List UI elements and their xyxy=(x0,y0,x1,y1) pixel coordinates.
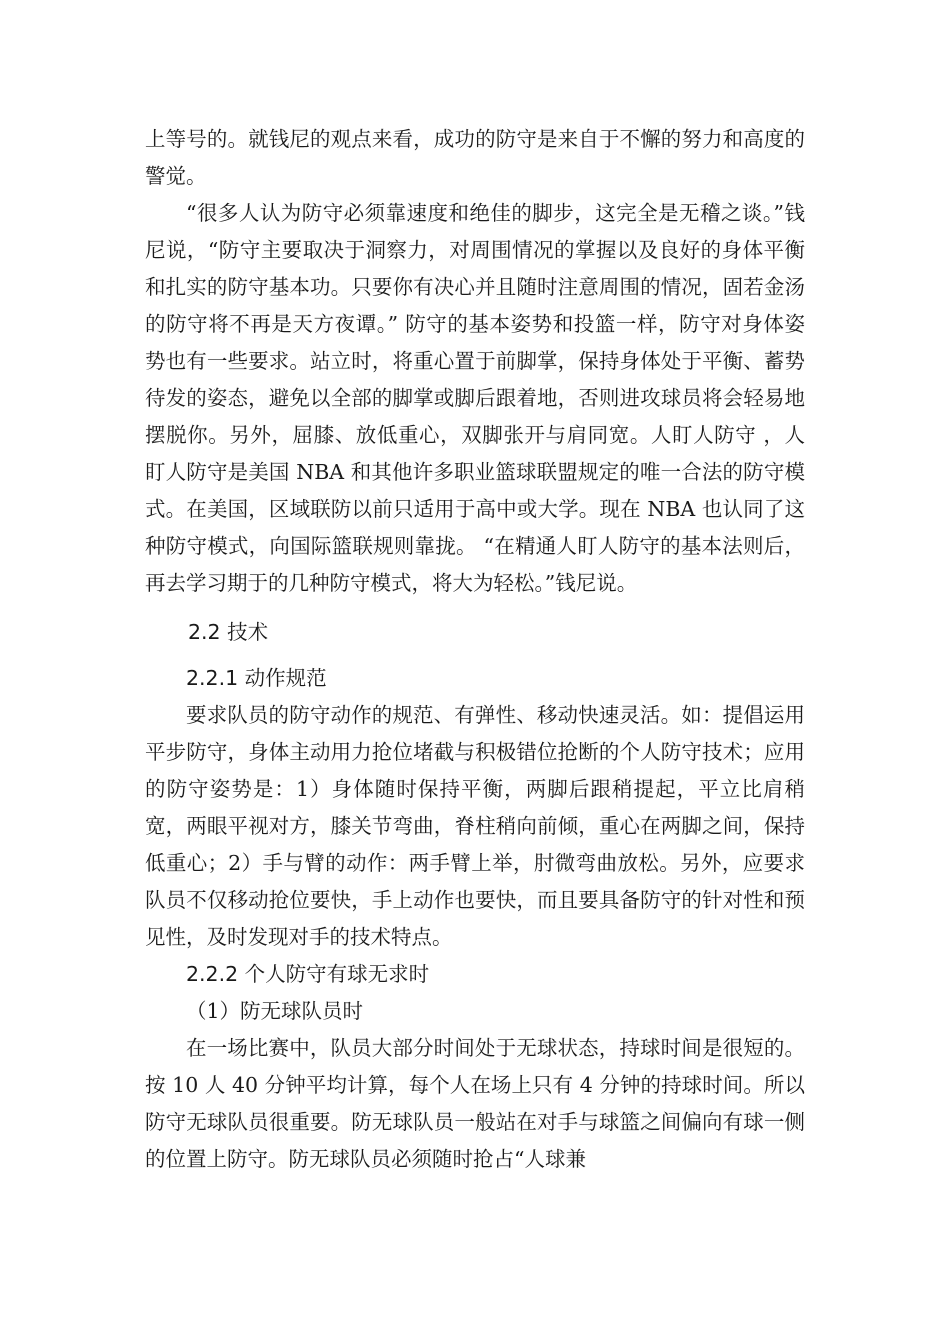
document-body xyxy=(145,121,805,1178)
paragraph-action-standards: 要求队员的防守动作的规范、有弹性、移动快速灵活。如：提倡运用平步防守，身体主动用力抢位堵截与积极错位抢断的个人防守技术；应用的防守姿势是：1）身体随时保持平衡，两脚后跟稍提起，平立比肩稍宽，两眼平视对方，膝关节弯曲，脊柱稍向前倾，重心在两脚之间，保持低重心；2）手与臂的动作：两手臂上举，肘微弯曲放松。另外，应要求队员不仅移动抢位要快，手上动作也要快，而且要具备防守的针对性和预见性，及时发现对手的技术特点。 xyxy=(145,703,805,949)
section-heading-2-2-2: 2.2.2 个人防守有球无求时 xyxy=(186,962,430,986)
paragraph-quote: “很多人认为防守必须靠速度和绝佳的脚步，这完全是无稽之谈。”钱尼说，“防守主要取决于洞察力，对周围情况的掌握以及良好的身体平衡和扎实的防守基本功。只要你有决心并且随时注意周围的情况，固若金汤的防守将不再是天方夜谭。” 防守的基本姿势和投篮一样，防守对身体姿势也有一些要求。站立时，将重心置于前脚掌，保持身体处于平衡、蓄势待发的姿态，避免以全部的脚掌或脚后跟着地，否则进攻球员将会轻易地摆脱你。另外，屈膝、放低重心，双脚张开与肩同宽。人盯人防守 ，人盯人防守是美国 NBA 和其他许多职业篮球联盟规定的唯一合法的防守模式。在美国，区域联防以前只适用于高中或大学。现在 NBA 也认同了这种防守模式，向国际篮联规则靠拢。 “在精通人盯人防守的基本法则后，再去学习期于的几种防守模式，将大为轻松。”钱尼说。 xyxy=(145,201,805,595)
paragraph-no-ball: 在一场比赛中，队员大部分时间处于无球状态，持球时间是很短的。按 10 人 40 分钟平均计算，每个人在场上只有 4 分钟的持球时间。所以防守无球队员很重要。防无球队员一般站在对手与球篮之间偏向有球一侧的位置上防守。防无球队员必须随时抢占“人球兼 xyxy=(145,1036,805,1171)
section-heading-2-2-1: 2.2.1 动作规范 xyxy=(186,666,327,690)
subheading-1: （1）防无球队员时 xyxy=(186,999,364,1023)
section-heading-2-2: 2.2 技术 xyxy=(188,620,269,644)
paragraph-continuation: 上等号的。就钱尼的观点来看，成功的防守是来自于不懈的努力和高度的警觉。 xyxy=(145,127,805,188)
